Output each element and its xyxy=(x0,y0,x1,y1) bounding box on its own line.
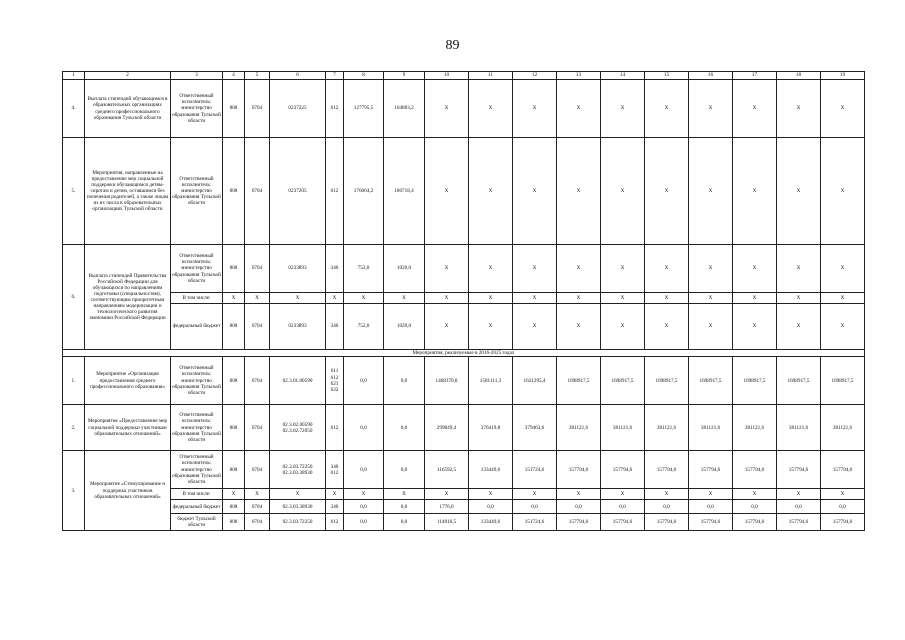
executor-cell: Ответственный исполнитель: министерство образования Тульской области xyxy=(171,80,223,138)
year-value-cell: X xyxy=(777,245,821,293)
measure-name: Мероприятия, направленные на предоставление мер социальной поддержки обучающимся детям-сиротам и детям, оставшимся без попечения родителей, а также лицам из их числа в образовательных организациях Тульской области xyxy=(85,138,171,245)
section-title: Мероприятия, реализуемые в 2016-2025 годах xyxy=(63,350,865,357)
year-value-cell: X xyxy=(469,245,513,293)
year-value-cell: X xyxy=(557,80,601,138)
year-value-cell: 1698917,5 xyxy=(601,357,645,405)
column-header: 4 xyxy=(223,72,245,80)
cell-c7: 612 xyxy=(326,405,344,451)
cell-c7: X xyxy=(326,489,344,500)
column-header: 6 xyxy=(270,72,326,80)
executor-cell: федеральный бюджет xyxy=(171,500,223,514)
year-value-cell: 157794,6 xyxy=(733,514,777,531)
year-value-cell: 157794,6 xyxy=(645,451,689,489)
year-value-cell: X xyxy=(821,80,865,138)
year-value-cell: 381121,6 xyxy=(733,405,777,451)
column-header: 12 xyxy=(513,72,557,80)
year-value-cell: 116592,5 xyxy=(425,451,469,489)
year-value-cell: X xyxy=(425,293,469,304)
year-value-cell: X xyxy=(733,80,777,138)
table-row xyxy=(63,138,865,245)
year-value-cell: X xyxy=(645,489,689,500)
year-value-cell: X xyxy=(733,138,777,245)
column-header: 1 xyxy=(63,72,85,80)
cell-c4: 808 xyxy=(223,405,245,451)
table-row xyxy=(63,405,865,451)
year-value-cell: X xyxy=(689,304,733,350)
year-value-cell: 0,0 xyxy=(513,500,557,514)
year-value-cell: 0,0 xyxy=(645,500,689,514)
row-number: 6. xyxy=(63,245,85,350)
measure-name: Выплата стипендий обучающимся в образовательных организациях среднего профессионального образования Тульской области xyxy=(85,80,171,138)
cell-c4: 808 xyxy=(223,138,245,245)
year-value-cell: X xyxy=(557,304,601,350)
year-value-cell: 381121,6 xyxy=(645,405,689,451)
year-value-cell: 1698917,5 xyxy=(557,357,601,405)
cell-c9: 180718,4 xyxy=(384,138,425,245)
cell-c9: 104883,2 xyxy=(384,80,425,138)
cell-c5: 0704 xyxy=(245,245,270,293)
cell-c8: 0,0 xyxy=(344,514,384,531)
cell-c6: 02.3.01.00590 xyxy=(270,357,326,405)
cell-c5: 0704 xyxy=(245,405,270,451)
header-row xyxy=(63,72,865,80)
cell-c5: 0704 xyxy=(245,357,270,405)
year-value-cell: X xyxy=(777,489,821,500)
cell-c5: 0704 xyxy=(245,451,270,489)
table-row xyxy=(63,500,865,514)
year-value-cell: X xyxy=(645,293,689,304)
year-value-cell: X xyxy=(557,293,601,304)
year-value-cell: X xyxy=(469,293,513,304)
cell-c9: 0,0 xyxy=(384,500,425,514)
cell-c5: 0704 xyxy=(245,304,270,350)
executor-cell: бюджет Тульской области xyxy=(171,514,223,531)
year-value-cell: X xyxy=(689,489,733,500)
cell-c5: 0704 xyxy=(245,514,270,531)
year-value-cell: X xyxy=(777,304,821,350)
year-value-cell: X xyxy=(645,245,689,293)
year-value-cell: X xyxy=(469,80,513,138)
cell-c7: 612 xyxy=(326,514,344,531)
year-value-cell: 1581111,3 xyxy=(469,357,513,405)
cell-c9: 1020,0 xyxy=(384,245,425,293)
cell-c8: 752,0 xyxy=(344,245,384,293)
cell-c8: 176064,2 xyxy=(344,138,384,245)
year-value-cell: X xyxy=(821,245,865,293)
cell-c6: 0233893 xyxy=(270,245,326,293)
budget-table xyxy=(62,71,865,531)
year-value-cell: X xyxy=(425,138,469,245)
executor-cell: федеральный бюджет xyxy=(171,304,223,350)
measure-name: Мероприятие «Предоставление мер социальной поддержки участникам образовательных отношений» xyxy=(85,405,171,451)
cell-c7: 611 612 621 622 xyxy=(326,357,344,405)
year-value-cell: X xyxy=(777,138,821,245)
cell-c9: 1020,0 xyxy=(384,304,425,350)
year-value-cell: 0,0 xyxy=(469,500,513,514)
row-number: 5. xyxy=(63,138,85,245)
cell-c8: 0,0 xyxy=(344,357,384,405)
year-value-cell: X xyxy=(689,245,733,293)
column-header: 15 xyxy=(645,72,689,80)
table-row xyxy=(63,245,865,293)
cell-c5: X xyxy=(245,293,270,304)
column-header: 3 xyxy=(171,72,223,80)
cell-c6: 02.3.03.72250 xyxy=(270,514,326,531)
year-value-cell: X xyxy=(513,138,557,245)
year-value-cell: X xyxy=(645,80,689,138)
year-value-cell: 114816,5 xyxy=(425,514,469,531)
cell-c9: X xyxy=(384,489,425,500)
year-value-cell: 381121,6 xyxy=(821,405,865,451)
cell-c6: 0237225 xyxy=(270,80,326,138)
year-value-cell: X xyxy=(821,138,865,245)
year-value-cell: 157794,6 xyxy=(601,514,645,531)
cell-c6: 02.3.02.00590 02.3.02.72050 xyxy=(270,405,326,451)
cell-c6: 02.3.03.38930 xyxy=(270,500,326,514)
year-value-cell: X xyxy=(689,80,733,138)
executor-cell: Ответственный исполнитель: министерство образования Тульской области xyxy=(171,357,223,405)
column-header: 5 xyxy=(245,72,270,80)
year-value-cell: X xyxy=(733,304,777,350)
year-value-cell: 157794,6 xyxy=(821,451,865,489)
cell-c5: X xyxy=(245,489,270,500)
cell-c6: X xyxy=(270,489,326,500)
year-value-cell: X xyxy=(469,489,513,500)
year-value-cell: X xyxy=(513,304,557,350)
cell-c9: 0,0 xyxy=(384,357,425,405)
row-number: 1. xyxy=(63,357,85,405)
year-value-cell: 151724,6 xyxy=(513,514,557,531)
table-row xyxy=(63,451,865,489)
cell-c4: 808 xyxy=(223,451,245,489)
year-value-cell: X xyxy=(601,489,645,500)
year-value-cell: 157794,6 xyxy=(645,514,689,531)
table-row xyxy=(63,489,865,500)
cell-c6: 02.3.03.72250 02.3.03.38930 xyxy=(270,451,326,489)
year-value-cell: 381121,6 xyxy=(777,405,821,451)
year-value-cell: 1776,0 xyxy=(425,500,469,514)
table-row xyxy=(63,357,865,405)
year-value-cell: X xyxy=(733,245,777,293)
table-row xyxy=(63,514,865,531)
year-value-cell: 151724,6 xyxy=(513,451,557,489)
year-value-cell: X xyxy=(425,245,469,293)
column-header: 14 xyxy=(601,72,645,80)
year-value-cell: X xyxy=(557,138,601,245)
executor-cell: Ответственный исполнитель: министерство образования Тульской области xyxy=(171,245,223,293)
cell-c8: X xyxy=(344,489,384,500)
cell-c4: X xyxy=(223,293,245,304)
year-value-cell: 0,0 xyxy=(689,500,733,514)
year-value-cell: 379463,6 xyxy=(513,405,557,451)
column-header: 2 xyxy=(85,72,171,80)
column-header: 9 xyxy=(384,72,425,80)
cell-c9: 0,0 xyxy=(384,405,425,451)
cell-c8: 127795,5 xyxy=(344,80,384,138)
year-value-cell: X xyxy=(777,80,821,138)
cell-c7: 340 xyxy=(326,500,344,514)
year-value-cell: 157794,6 xyxy=(689,514,733,531)
executor-cell: В том числе: xyxy=(171,293,223,304)
executor-cell: Ответственный исполнитель: министерство образования Тульской области xyxy=(171,405,223,451)
year-value-cell: X xyxy=(469,138,513,245)
cell-c8: 0,0 xyxy=(344,405,384,451)
year-value-cell: X xyxy=(513,80,557,138)
year-value-cell: 157794,6 xyxy=(821,514,865,531)
cell-c5: 0704 xyxy=(245,80,270,138)
year-value-cell: 1468370,8 xyxy=(425,357,469,405)
cell-c4: 808 xyxy=(223,500,245,514)
year-value-cell: X xyxy=(821,489,865,500)
column-header: 7 xyxy=(326,72,344,80)
year-value-cell: X xyxy=(777,293,821,304)
cell-c8: 0,0 xyxy=(344,451,384,489)
year-value-cell: 157794,6 xyxy=(777,451,821,489)
year-value-cell: X xyxy=(425,489,469,500)
row-number: 3. xyxy=(63,451,85,531)
cell-c8: X xyxy=(344,293,384,304)
year-value-cell: 381121,6 xyxy=(601,405,645,451)
year-value-cell: X xyxy=(821,304,865,350)
year-value-cell: X xyxy=(557,489,601,500)
year-value-cell: X xyxy=(689,293,733,304)
year-value-cell: 133449,6 xyxy=(469,514,513,531)
year-value-cell: 1698917,5 xyxy=(689,357,733,405)
column-header: 11 xyxy=(469,72,513,80)
year-value-cell: X xyxy=(645,304,689,350)
year-value-cell: X xyxy=(601,245,645,293)
year-value-cell: 157794,6 xyxy=(601,451,645,489)
year-value-cell: 0,0 xyxy=(821,500,865,514)
cell-c8: 0,0 xyxy=(344,500,384,514)
cell-c7: X xyxy=(326,293,344,304)
cell-c6: 0233893 xyxy=(270,304,326,350)
year-value-cell: 1698917,5 xyxy=(777,357,821,405)
year-value-cell: 157794,6 xyxy=(557,514,601,531)
measure-name: Мероприятие «Стимулирование и поддержка участников образовательных отношений» xyxy=(85,451,171,531)
year-value-cell: 157794,6 xyxy=(733,451,777,489)
year-value-cell: X xyxy=(601,138,645,245)
year-value-cell: 0,0 xyxy=(733,500,777,514)
row-number: 2. xyxy=(63,405,85,451)
year-value-cell: X xyxy=(425,80,469,138)
year-value-cell: X xyxy=(733,293,777,304)
year-value-cell: 0,0 xyxy=(601,500,645,514)
cell-c4: 808 xyxy=(223,80,245,138)
year-value-cell: X xyxy=(601,293,645,304)
year-value-cell: 157794,6 xyxy=(557,451,601,489)
year-value-cell: 381121,6 xyxy=(557,405,601,451)
column-header: 19 xyxy=(821,72,865,80)
cell-c7: 612 xyxy=(326,80,344,138)
cell-c7: 340 xyxy=(326,304,344,350)
row-number: 4. xyxy=(63,80,85,138)
year-value-cell: 376419,8 xyxy=(469,405,513,451)
year-value-cell: X xyxy=(601,80,645,138)
cell-c9: X xyxy=(384,293,425,304)
column-header: 8 xyxy=(344,72,384,80)
executor-cell: Ответственный исполнитель: министерство образования Тульской области xyxy=(171,138,223,245)
year-value-cell: 0,0 xyxy=(557,500,601,514)
cell-c4: 808 xyxy=(223,304,245,350)
year-value-cell: X xyxy=(513,245,557,293)
column-header: 13 xyxy=(557,72,601,80)
cell-c9: 0,0 xyxy=(384,451,425,489)
year-value-cell: 1698917,5 xyxy=(733,357,777,405)
year-value-cell: X xyxy=(645,138,689,245)
table-row xyxy=(63,80,865,138)
table-row xyxy=(63,304,865,350)
year-value-cell: 157794,6 xyxy=(777,514,821,531)
column-header: 16 xyxy=(689,72,733,80)
year-value-cell: 157794,6 xyxy=(689,451,733,489)
column-header: 17 xyxy=(733,72,777,80)
cell-c4: 808 xyxy=(223,357,245,405)
cell-c4: 808 xyxy=(223,245,245,293)
year-value-cell: 1698917,5 xyxy=(645,357,689,405)
cell-c5: 0704 xyxy=(245,500,270,514)
year-value-cell: X xyxy=(469,304,513,350)
measure-name: Выплата стипендий Правительства Российской Федерации для обучающихся по направлениям подготовки (специальностям), соответствующим приоритетным направлениям модернизации и технологического развития экономики Российской Федерации xyxy=(85,245,171,350)
year-value-cell: X xyxy=(513,293,557,304)
year-value-cell: 1698917,5 xyxy=(821,357,865,405)
year-value-cell: X xyxy=(557,245,601,293)
year-value-cell: 1631295,4 xyxy=(513,357,557,405)
year-value-cell: 381121,6 xyxy=(689,405,733,451)
year-value-cell: 299849,4 xyxy=(425,405,469,451)
year-value-cell: X xyxy=(733,489,777,500)
column-header: 10 xyxy=(425,72,469,80)
cell-c5: 0704 xyxy=(245,138,270,245)
section-row xyxy=(63,350,865,357)
year-value-cell: 133449,6 xyxy=(469,451,513,489)
year-value-cell: X xyxy=(689,138,733,245)
cell-c7: 612 xyxy=(326,138,344,245)
cell-c6: X xyxy=(270,293,326,304)
page-number: 89 xyxy=(445,38,460,53)
year-value-cell: X xyxy=(513,489,557,500)
column-header: 18 xyxy=(777,72,821,80)
measure-name: Мероприятие «Организация предоставления среднего профессионального образования» xyxy=(85,357,171,405)
cell-c8: 752,0 xyxy=(344,304,384,350)
table-row xyxy=(63,293,865,304)
year-value-cell: X xyxy=(601,304,645,350)
year-value-cell: X xyxy=(821,293,865,304)
cell-c7: 340 612 xyxy=(326,451,344,489)
cell-c4: X xyxy=(223,489,245,500)
cell-c4: 808 xyxy=(223,514,245,531)
cell-c7: 340 xyxy=(326,245,344,293)
year-value-cell: 0,0 xyxy=(777,500,821,514)
executor-cell: Ответственный исполнитель: министерство образования Тульской области xyxy=(171,451,223,489)
cell-c9: 0,0 xyxy=(384,514,425,531)
cell-c6: 0237205 xyxy=(270,138,326,245)
executor-cell: В том числе: xyxy=(171,489,223,500)
year-value-cell: X xyxy=(425,304,469,350)
